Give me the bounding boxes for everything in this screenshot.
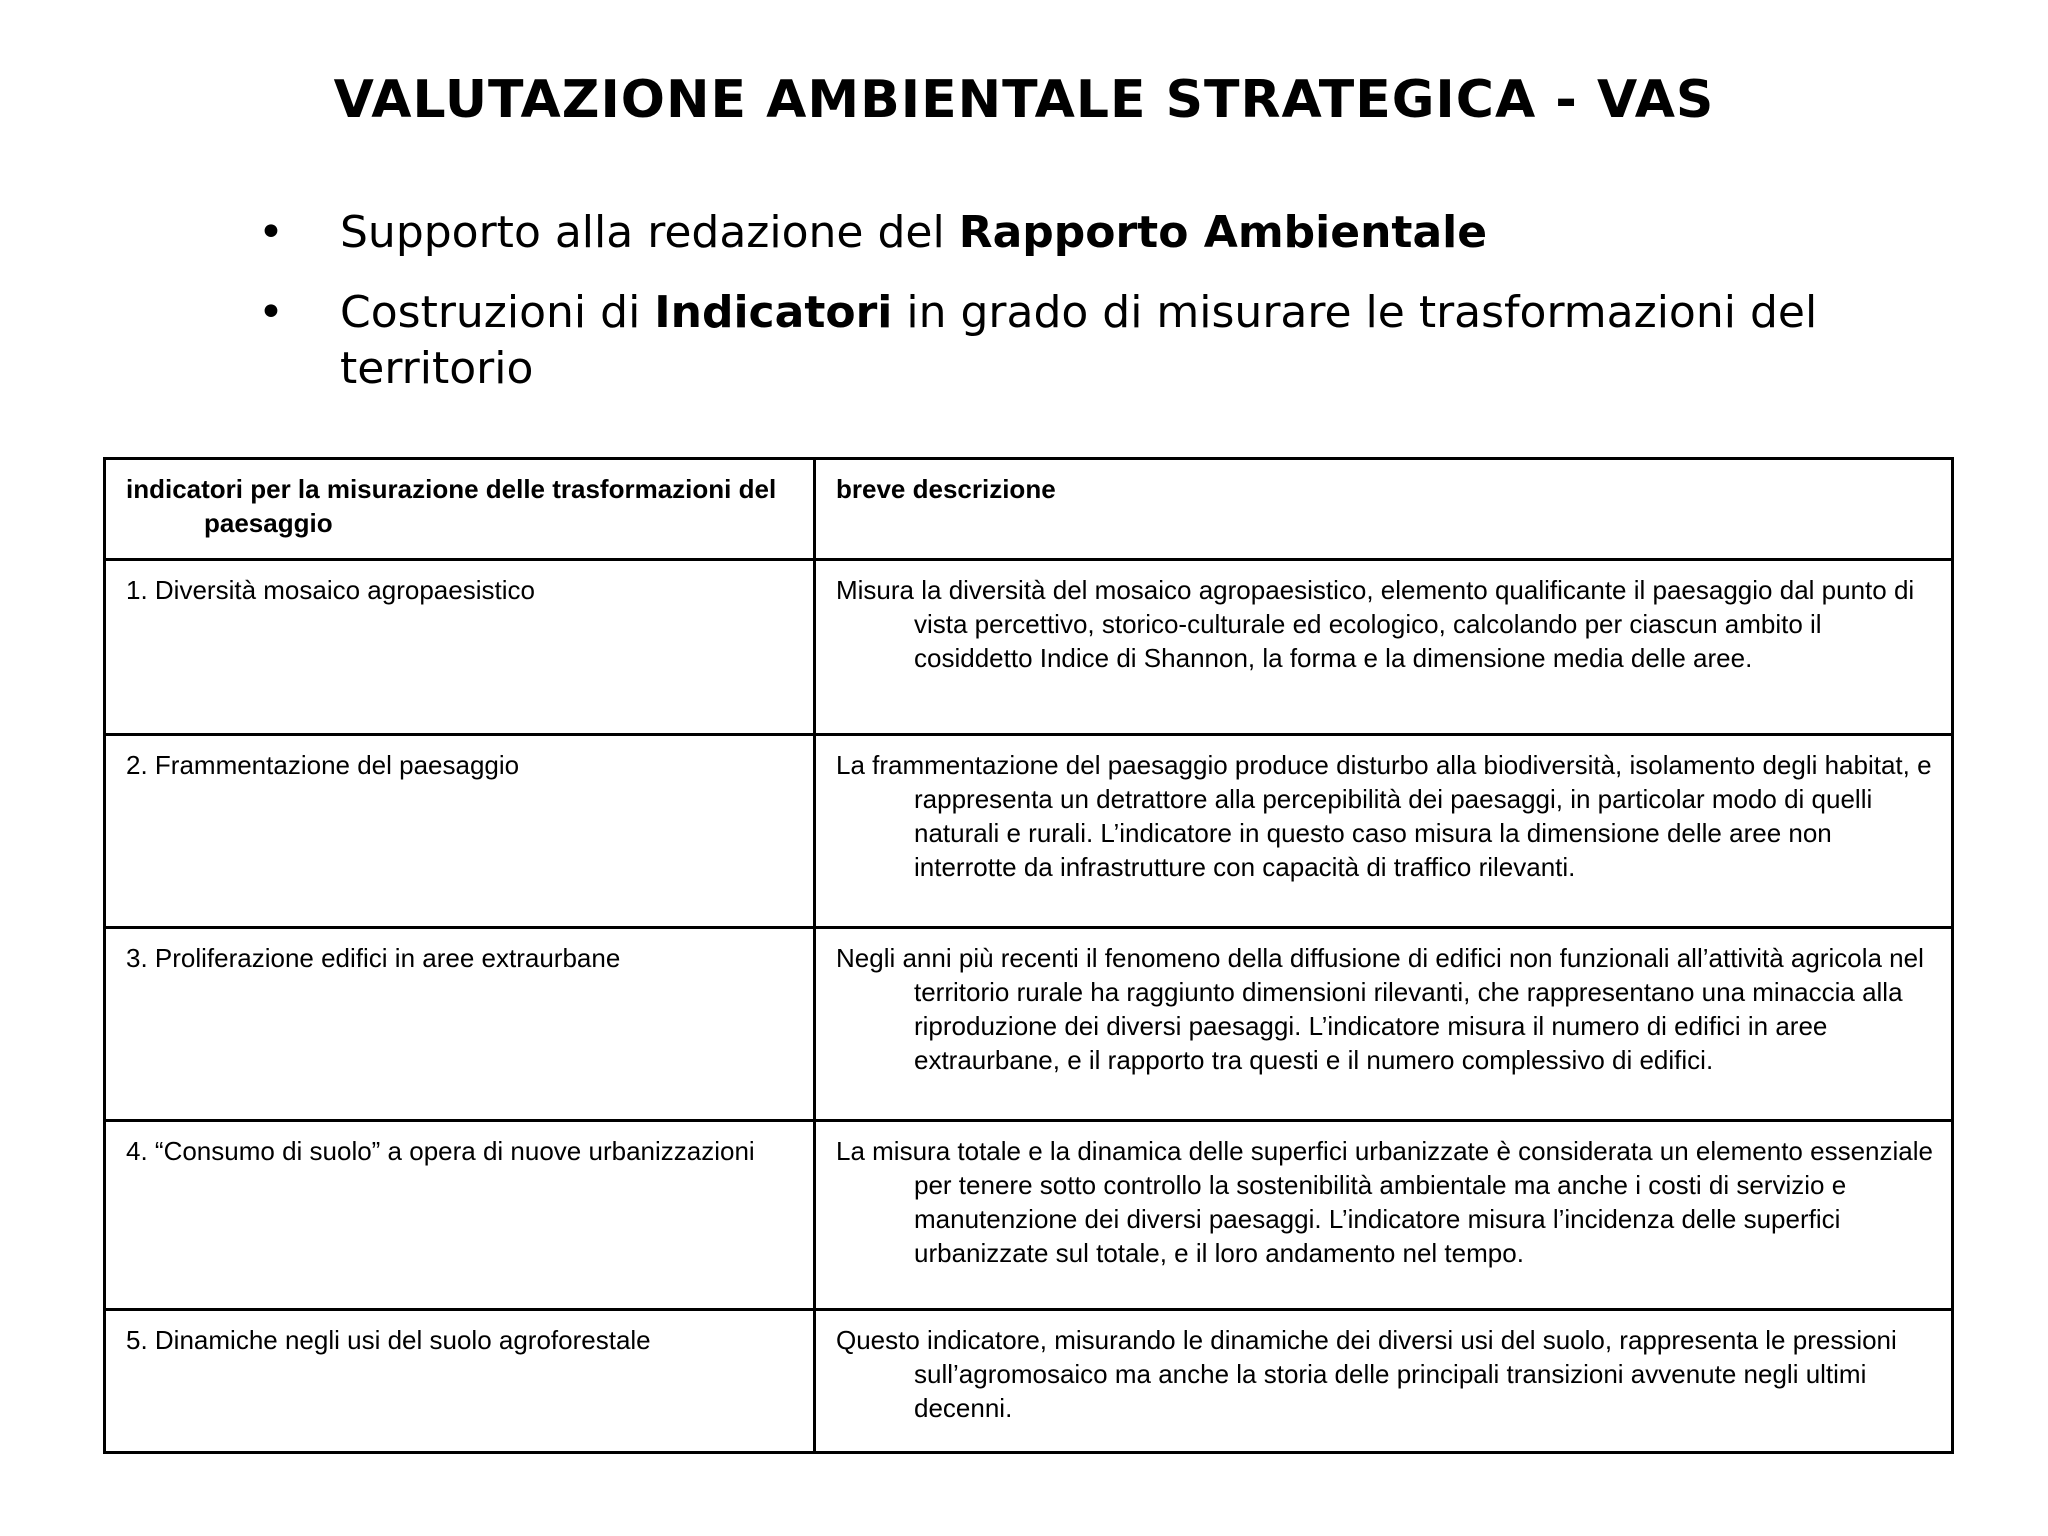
table-row (105, 735, 1953, 928)
bullet-list (258, 205, 1858, 421)
bullet-dot-icon: • (258, 207, 284, 258)
indicators-table (103, 457, 1954, 1454)
bullet-text-prefix: Costruzioni di (340, 287, 655, 338)
indicator-cell: 4. “Consumo di suolo” a opera di nuove urbanizzazioni (105, 1121, 815, 1310)
page-title: VALUTAZIONE AMBIENTALE STRATEGICA - VAS (333, 70, 1715, 130)
description-cell: Questo indicatore, misurando le dinamiche dei diversi usi del suolo, rappresenta le pressioni sull’agromosaico ma anche la storia delle principali transizioni avvenute negli ultimi decenni. (815, 1310, 1953, 1453)
description-cell: Misura la diversità del mosaico agropaesistico, elemento qualificante il paesaggio dal punto di vista percettivo, storico-culturale ed ecologico, calcolando per ciascun ambito il cosiddetto Indice di Shannon, la forma e la dimensione media delle aree. (815, 560, 1953, 735)
bullet-text-bold: Indicatori (654, 287, 893, 338)
header-cell-description: breve descrizione (815, 459, 1953, 560)
bullet-text-suffix: in grado di misurare le trasformazioni del territorio (340, 287, 1818, 394)
bullet-text-bold: Rapporto Ambientale (958, 207, 1488, 258)
table-row (105, 1121, 1953, 1310)
table-row (105, 928, 1953, 1121)
indicator-cell: 5. Dinamiche negli usi del suolo agroforestale (105, 1310, 815, 1453)
bullet-item (258, 285, 1858, 397)
indicators-table-container (103, 457, 1951, 1454)
bullet-item (258, 205, 1858, 261)
description-cell: Negli anni più recenti il fenomeno della diffusione di edifici non funzionali all’attività agricola nel territorio rurale ha raggiunto dimensioni rilevanti, che rappresentano una minaccia alla riproduzione dei diversi paesaggi. L’indicatore misura il numero di edifici in aree extraurbane, e il rapporto tra questi e il numero complessivo di edifici. (815, 928, 1953, 1121)
indicator-cell: 2. Frammentazione del paesaggio (105, 735, 815, 928)
description-cell: La misura totale e la dinamica delle superfici urbanizzate è considerata un elemento essenziale per tenere sotto controllo la sostenibilità ambientale ma anche i costi di servizio e manutenzione dei diversi paesaggi. L’indicatore misura l’incidenza delle superfici urbanizzate sul totale, e il loro andamento nel tempo. (815, 1121, 1953, 1310)
table-row (105, 1310, 1953, 1453)
header-cell-indicators: indicatori per la misurazione delle trasformazioni del paesaggio (105, 459, 815, 560)
bullet-dot-icon: • (258, 287, 284, 338)
indicator-cell: 1. Diversità mosaico agropaesistico (105, 560, 815, 735)
description-cell: La frammentazione del paesaggio produce disturbo alla biodiversità, isolamento degli habitat, e rappresenta un detrattore alla percepibilità dei paesaggi, in particolar modo di quelli naturali e rurali. L’indicatore in questo caso misura la dimensione delle aree non interrotte da infrastrutture con capacità di traffico rilevanti. (815, 735, 1953, 928)
indicator-cell: 3. Proliferazione edifici in aree extraurbane (105, 928, 815, 1121)
table-header-row (105, 459, 1953, 560)
bullet-text-prefix: Supporto alla redazione del (340, 207, 959, 258)
table-row (105, 560, 1953, 735)
